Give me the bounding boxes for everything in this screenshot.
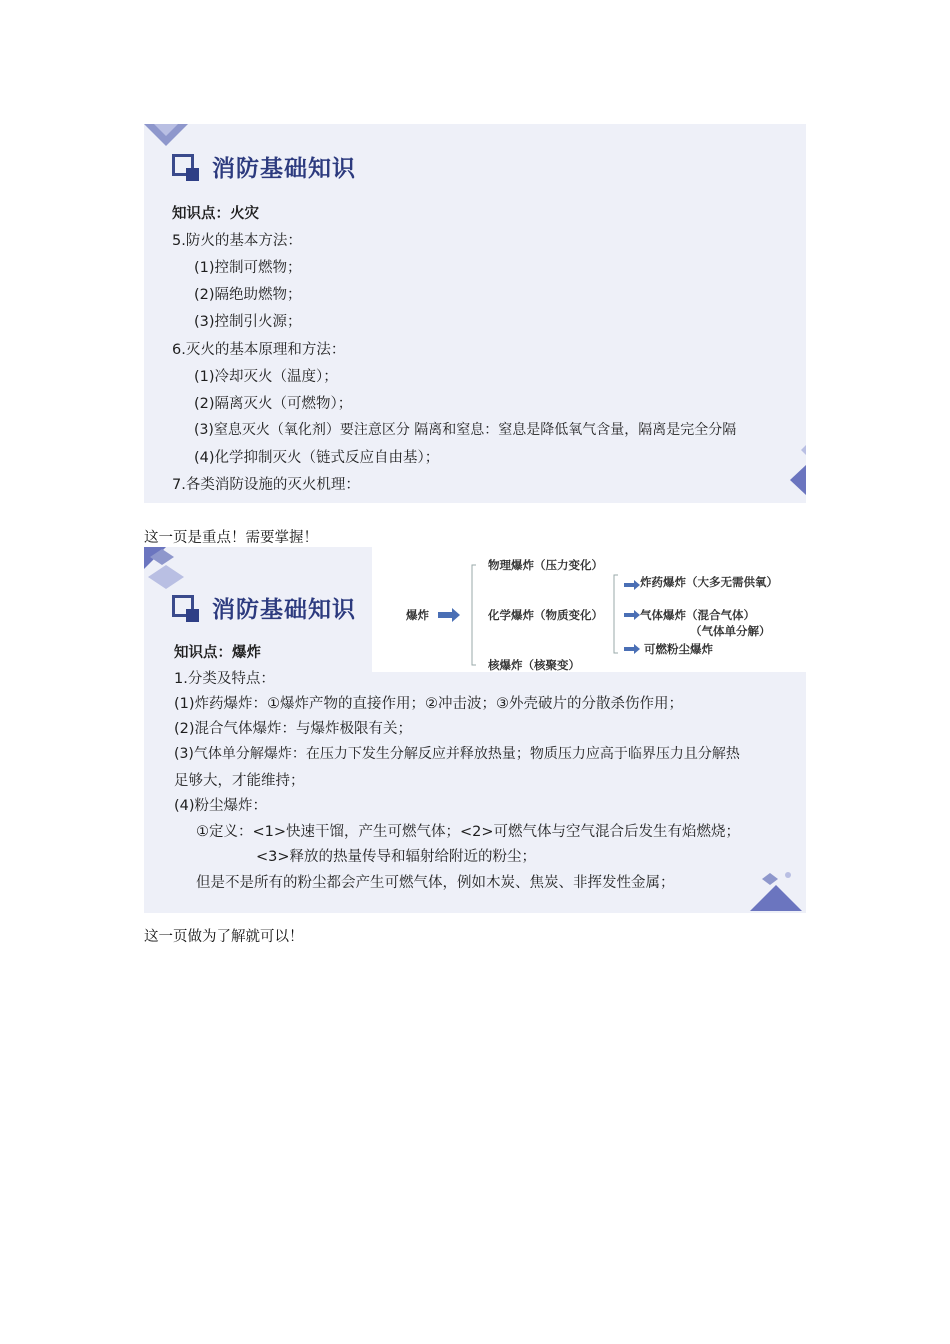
arrow-icon — [624, 580, 640, 590]
title-square-icon — [172, 154, 198, 180]
diagram-sub-explosive: 炸药爆炸（大多无需供氧） — [640, 575, 778, 589]
slide-title-block — [172, 150, 356, 183]
diagram-sub-gas: 气体爆炸（混合气体） — [640, 608, 755, 622]
diagram-nuclear: 核爆炸（核聚变） — [488, 658, 580, 672]
text-line: (2)隔绝助燃物； — [194, 287, 302, 303]
text-line: 5.防火的基本方法： — [172, 233, 302, 249]
diagram-physical: 物理爆炸（压力变化） — [488, 558, 603, 572]
caption-important: 这一页是重点！需要掌握！ — [144, 530, 318, 546]
slide-title: 消防基础知识 — [212, 156, 356, 182]
text-line: 但是不是所有的粉尘都会产生可燃气体，例如木炭、焦炭、非挥发性金属； — [196, 875, 675, 891]
arrow-icon — [438, 608, 460, 622]
text-line: (2)混合气体爆炸：与爆炸极限有关； — [174, 721, 413, 737]
text-line: (3)控制引火源； — [194, 314, 302, 330]
diagram-sub-gas-decomposition: （气体单分解） — [690, 624, 771, 638]
slide-fire-knowledge — [144, 124, 806, 503]
slide-title-block — [172, 591, 356, 624]
text-line: (2)隔离灭火（可燃物）； — [194, 396, 353, 412]
text-line: ①定义：<1>快速干馏，产生可燃气体；<2>可燃气体与空气混合后发生有焰燃烧； — [196, 824, 741, 840]
title-square-icon — [172, 595, 198, 621]
topic-heading: 知识点：爆炸 — [174, 645, 261, 661]
corner-decoration-top-left — [144, 547, 194, 591]
bracket-chemical — [614, 575, 618, 653]
text-line: (3)气体单分解爆炸：在压力下发生分解反应并释放热量；物质压力应高于临界压力且分解热 — [174, 746, 740, 762]
text-line: (1)冷却灭火（温度）； — [194, 369, 338, 385]
text-line: 7.各类消防设施的灭火机理： — [172, 477, 360, 493]
text-line: (4)化学抑制灭火（链式反应自由基）； — [194, 450, 440, 466]
arrow-icon — [624, 610, 640, 620]
corner-decoration-bottom-right — [746, 863, 806, 913]
bracket-main — [472, 565, 476, 665]
topic-heading: 知识点：火灾 — [172, 206, 259, 222]
caption-for-reference: 这一页做为了解就可以！ — [144, 929, 304, 945]
diagram-chemical: 化学爆炸（物质变化） — [488, 608, 603, 622]
explosion-classification-diagram — [372, 547, 806, 672]
text-line: (1)炸药爆炸：①爆炸产物的直接作用；②冲击波；③外壳破片的分散杀伤作用； — [174, 696, 684, 712]
arrow-icon — [624, 644, 640, 654]
text-line: 足够大，才能维持； — [174, 773, 305, 789]
diagram-root: 爆炸 — [406, 608, 429, 622]
text-line: 1.分类及特点： — [174, 671, 275, 687]
text-line: 6.灭火的基本原理和方法： — [172, 342, 346, 358]
text-line: <3>释放的热量传导和辐射给附近的粉尘； — [256, 849, 537, 865]
corner-decoration-bottom-right — [776, 443, 806, 503]
text-line: (3)窒息灭火（氧化剂）要注意区分 隔离和窒息：窒息是降低氧气含量，隔离是完全分隔 — [194, 422, 737, 438]
slide-title: 消防基础知识 — [212, 597, 356, 623]
diagram-sub-dust: 可燃粉尘爆炸 — [644, 642, 713, 656]
slide-explosion-knowledge — [144, 547, 806, 913]
text-line: (1)控制可燃物； — [194, 260, 302, 276]
text-line: (4)粉尘爆炸： — [174, 798, 268, 814]
